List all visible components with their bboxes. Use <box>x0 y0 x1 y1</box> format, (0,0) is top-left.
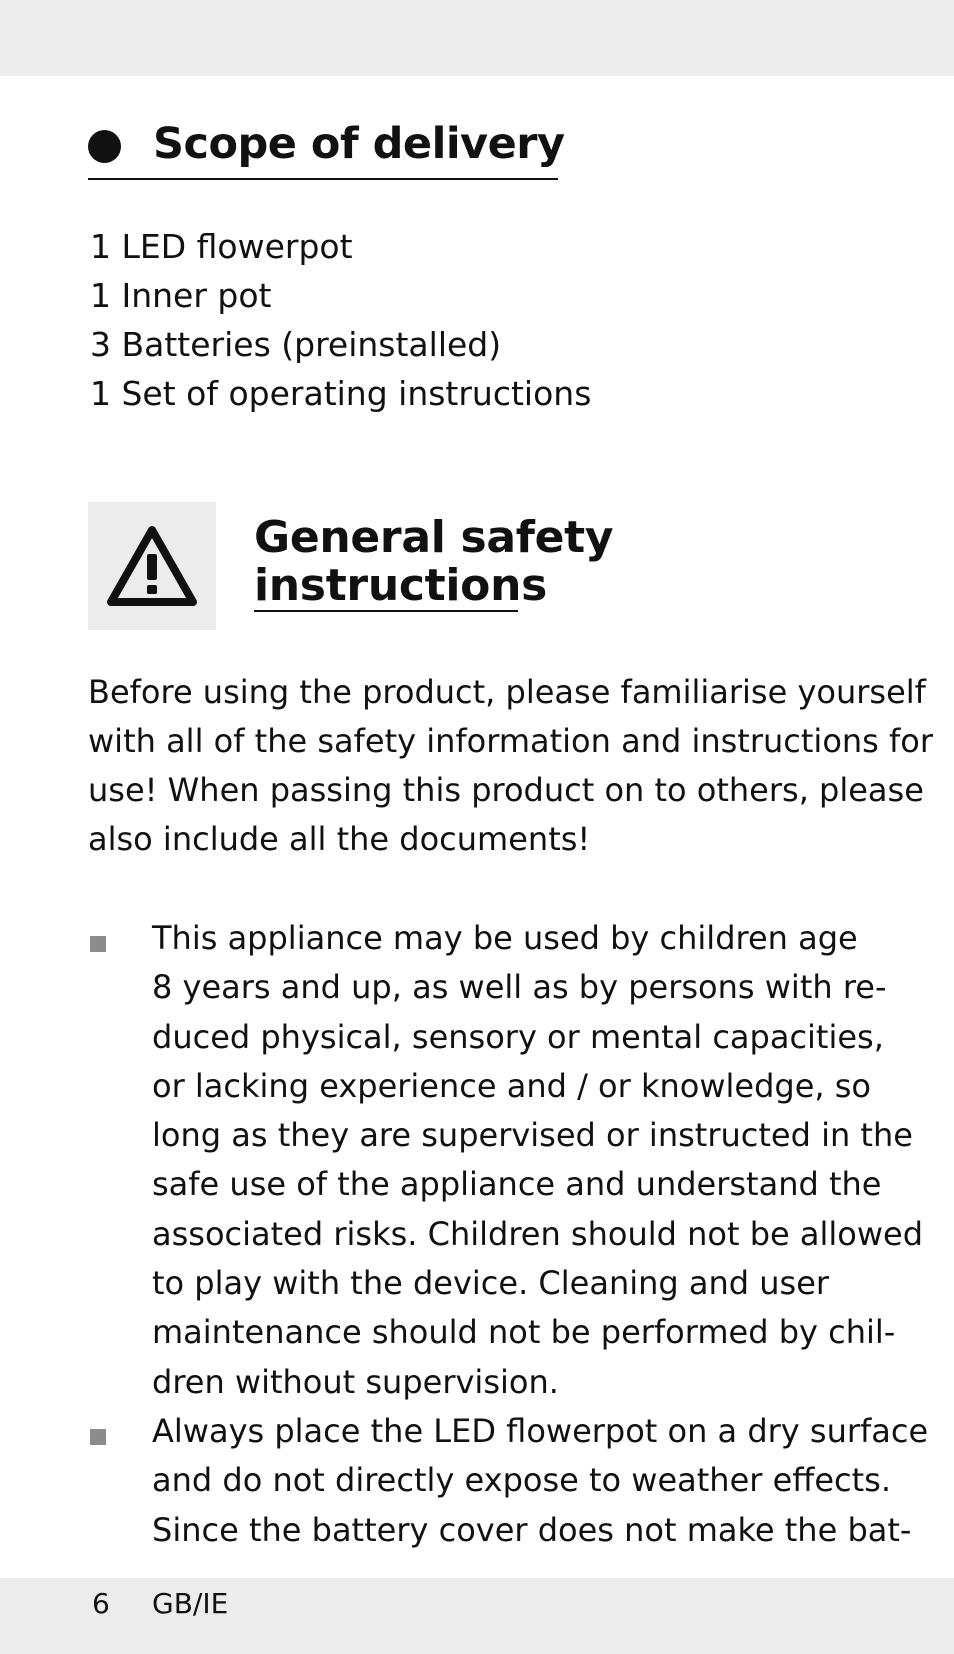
delivery-item: 1 Inner pot <box>90 276 272 315</box>
bullet-square-icon <box>90 936 106 952</box>
warning-box <box>88 502 216 630</box>
page-footer <box>0 1578 954 1654</box>
bullet-line: and do not directly expose to weather effects. <box>152 1461 891 1500</box>
bullet-line: duced physical, sensory or mental capacities, <box>152 1017 884 1056</box>
bullet-line: This appliance may be used by children age <box>152 919 858 957</box>
bullet-line: long as they are supervised or instructed in the <box>152 1116 913 1155</box>
paragraph-line: with all of the safety information and instructions for <box>88 722 934 760</box>
delivery-item: 1 Set of operating instructions <box>90 374 592 413</box>
delivery-item: 3 Batteries (preinstalled) <box>90 325 502 364</box>
bullet-line: maintenance should not be performed by chil- <box>152 1313 896 1352</box>
general-safety-heading <box>254 512 614 612</box>
bullet-line: associated risks. Children should not be allowed <box>152 1214 923 1253</box>
paragraph-line: also include all the documents! <box>88 820 591 858</box>
language-code: GB/IE <box>152 1587 229 1620</box>
intro-paragraph <box>88 668 934 864</box>
paragraph-line: Before using the product, please familiarise yourself <box>88 673 926 711</box>
bullet-line: or lacking experience and / or knowledge, so <box>152 1066 871 1105</box>
safety-bullet <box>88 1407 929 1555</box>
bullet-line: Always place the LED flowerpot on a dry surface <box>152 1411 929 1450</box>
bullet-line: dren without supervision. <box>152 1362 559 1401</box>
heading-line: General safety <box>254 512 614 563</box>
page-top-band <box>0 0 954 76</box>
scope-of-delivery-title: Scope of delivery <box>153 119 565 169</box>
bullet-line: 8 years and up, as well as by persons with re- <box>152 968 887 1007</box>
scope-of-delivery-heading <box>88 116 565 180</box>
delivery-item: 1 LED flowerpot <box>90 227 353 266</box>
heading-line: instructions <box>254 560 547 611</box>
paragraph-line: use! When passing this product on to others, please <box>88 771 924 809</box>
bullet-line: safe use of the appliance and understand the <box>152 1165 882 1204</box>
safety-bullet <box>88 914 923 1407</box>
warning-triangle-icon <box>106 524 198 608</box>
bullet-line: Since the battery cover does not make the bat- <box>152 1510 912 1549</box>
bullet-square-icon <box>90 1429 106 1445</box>
bullet-line: to play with the device. Cleaning and user <box>152 1264 830 1303</box>
safety-bullet-list <box>88 914 929 1555</box>
page-number: 6 <box>92 1587 110 1620</box>
heading-bullet-icon <box>88 130 121 163</box>
delivery-list <box>90 222 591 418</box>
